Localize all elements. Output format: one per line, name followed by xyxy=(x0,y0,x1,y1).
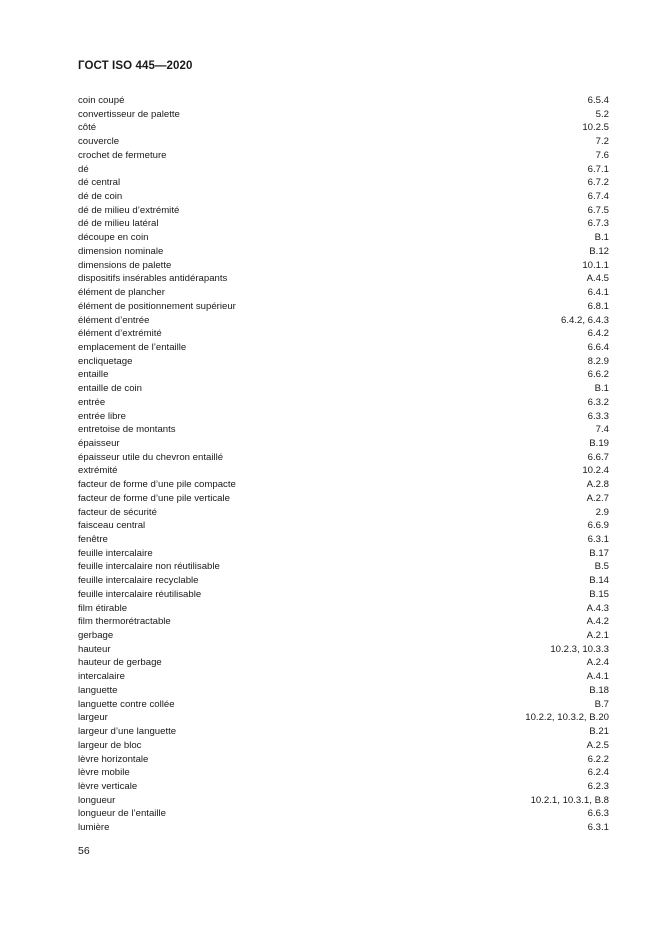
index-row xyxy=(78,615,609,629)
document-header: ГОСТ ISO 445—2020 xyxy=(78,60,193,72)
index-term: dé de coin xyxy=(78,191,123,203)
index-reference: 6.4.2, 6.4.3 xyxy=(560,314,609,326)
term-index xyxy=(78,94,609,835)
index-term: largeur de bloc xyxy=(78,739,142,751)
page-number: 56 xyxy=(78,845,90,857)
index-row xyxy=(78,560,609,574)
index-term: feuille intercalaire recyclable xyxy=(78,575,199,587)
index-term: faisceau central xyxy=(78,520,146,532)
index-term: lumière xyxy=(78,822,110,834)
index-row xyxy=(78,602,609,616)
index-reference: B.15 xyxy=(589,588,609,600)
index-row xyxy=(78,149,609,163)
index-reference: B.1 xyxy=(594,232,609,244)
index-row xyxy=(78,108,609,122)
index-term: extrémité xyxy=(78,465,118,477)
index-term: film thermorétractable xyxy=(78,616,171,628)
index-reference: 6.7.2 xyxy=(587,177,609,189)
index-term: découpe en coin xyxy=(78,232,149,244)
index-row xyxy=(78,314,609,328)
index-reference: 7.4 xyxy=(595,424,609,436)
index-reference: B.14 xyxy=(589,575,609,587)
index-term: crochet de fermeture xyxy=(78,149,167,161)
index-term: longueur de l’entaille xyxy=(78,808,167,820)
index-row xyxy=(78,204,609,218)
index-row xyxy=(78,547,609,561)
index-reference: B.12 xyxy=(589,245,609,257)
index-row xyxy=(78,478,609,492)
index-term: élément de plancher xyxy=(78,287,165,299)
index-reference: A.2.8 xyxy=(586,479,609,491)
index-row xyxy=(78,286,609,300)
index-reference: 6.6.4 xyxy=(587,341,609,353)
index-row xyxy=(78,753,609,767)
index-reference: 6.3.2 xyxy=(587,396,609,408)
index-term: lèvre horizontale xyxy=(78,753,149,765)
index-reference: 6.6.7 xyxy=(587,451,609,463)
index-term: film étirable xyxy=(78,602,128,614)
index-reference: A.4.5 xyxy=(586,273,609,285)
index-row xyxy=(78,341,609,355)
index-row xyxy=(78,451,609,465)
index-row xyxy=(78,300,609,314)
index-reference: 6.6.3 xyxy=(587,808,609,820)
index-term: épaisseur utile du chevron entaillé xyxy=(78,451,224,463)
index-row xyxy=(78,327,609,341)
index-row xyxy=(78,163,609,177)
index-row xyxy=(78,643,609,657)
index-row xyxy=(78,711,609,725)
index-reference: A.2.7 xyxy=(586,492,609,504)
index-reference: 10.2.3, 10.3.3 xyxy=(550,643,609,655)
index-term: hauteur xyxy=(78,643,111,655)
index-reference: 6.3.3 xyxy=(587,410,609,422)
index-term: dé de milieu d’extrémité xyxy=(78,204,180,216)
index-row xyxy=(78,533,609,547)
index-term: facteur de forme d’une pile compacte xyxy=(78,479,236,491)
index-row xyxy=(78,725,609,739)
index-term: feuille intercalaire xyxy=(78,547,153,559)
index-term: entrée xyxy=(78,396,106,408)
index-reference: A.4.3 xyxy=(586,602,609,614)
index-term: dimensions de palette xyxy=(78,259,172,271)
index-reference: 10.2.2, 10.3.2, B.20 xyxy=(525,712,609,724)
index-row xyxy=(78,121,609,135)
index-reference: B.1 xyxy=(594,383,609,395)
index-row xyxy=(78,684,609,698)
index-row xyxy=(78,368,609,382)
index-row xyxy=(78,272,609,286)
index-term: convertisseur de palette xyxy=(78,108,180,120)
index-reference: 6.7.3 xyxy=(587,218,609,230)
index-reference: 7.2 xyxy=(595,136,609,148)
index-reference: 6.3.1 xyxy=(587,534,609,545)
index-reference: B.7 xyxy=(594,698,609,710)
index-reference: 6.7.4 xyxy=(587,191,609,203)
index-reference: 6.5.4 xyxy=(587,95,609,106)
index-row xyxy=(78,766,609,780)
index-row xyxy=(78,135,609,149)
index-row xyxy=(78,190,609,204)
index-row xyxy=(78,176,609,190)
index-reference: B.19 xyxy=(589,437,609,449)
index-term: languette xyxy=(78,684,118,696)
index-term: lèvre verticale xyxy=(78,780,138,792)
index-row xyxy=(78,464,609,478)
index-row xyxy=(78,588,609,602)
index-row xyxy=(78,574,609,588)
index-reference: B.18 xyxy=(589,684,609,696)
index-term: couvercle xyxy=(78,136,120,148)
index-reference: 5.2 xyxy=(595,108,609,120)
index-term: épaisseur xyxy=(78,437,120,449)
index-term: côté xyxy=(78,122,97,134)
index-row xyxy=(78,794,609,808)
index-row xyxy=(78,259,609,273)
index-row xyxy=(78,245,609,259)
index-reference: 10.2.1, 10.3.1, B.8 xyxy=(530,794,609,806)
index-row xyxy=(78,382,609,396)
index-row xyxy=(78,698,609,712)
index-term: encliquetage xyxy=(78,355,133,367)
index-row xyxy=(78,492,609,506)
index-reference: 2.9 xyxy=(595,506,609,518)
index-row xyxy=(78,437,609,451)
index-term: entretoise de montants xyxy=(78,424,176,436)
index-reference: B.21 xyxy=(589,726,609,738)
index-term: largeur d’une languette xyxy=(78,726,177,738)
index-row xyxy=(78,355,609,369)
index-row xyxy=(78,807,609,821)
index-term: intercalaire xyxy=(78,671,125,683)
index-term: hauteur de gerbage xyxy=(78,657,162,669)
index-term: largeur xyxy=(78,712,108,724)
index-reference: 6.4.1 xyxy=(587,287,609,299)
index-reference: 6.2.4 xyxy=(587,767,609,779)
index-row xyxy=(78,780,609,794)
index-reference: 10.2.5 xyxy=(582,122,609,134)
index-term: dé xyxy=(78,163,89,175)
index-reference: 6.6.9 xyxy=(587,520,609,532)
index-reference: 7.6 xyxy=(595,149,609,161)
index-reference: 10.1.1 xyxy=(582,259,609,271)
index-term: fenêtre xyxy=(78,534,108,545)
index-reference: 6.2.2 xyxy=(587,753,609,765)
index-term: élément d’entrée xyxy=(78,314,150,326)
index-reference: 10.2.4 xyxy=(582,465,609,477)
index-row xyxy=(78,396,609,410)
index-reference: 6.6.2 xyxy=(587,369,609,381)
index-row xyxy=(78,410,609,424)
index-reference: A.4.1 xyxy=(586,671,609,683)
index-reference: 6.7.5 xyxy=(587,204,609,216)
index-row xyxy=(78,629,609,643)
index-term: emplacement de l’entaille xyxy=(78,341,187,353)
index-row xyxy=(78,821,609,835)
index-term: dé central xyxy=(78,177,121,189)
index-row xyxy=(78,656,609,670)
index-reference: 6.4.2 xyxy=(587,328,609,340)
index-reference: B.17 xyxy=(589,547,609,559)
index-term: dimension nominale xyxy=(78,245,164,257)
index-term: facteur de forme d’une pile verticale xyxy=(78,492,230,504)
index-term: coin coupé xyxy=(78,95,125,106)
index-reference: A.4.2 xyxy=(586,616,609,628)
index-row xyxy=(78,519,609,533)
index-reference: 6.8.1 xyxy=(587,300,609,312)
index-term: feuille intercalaire réutilisable xyxy=(78,588,202,600)
index-reference: B.5 xyxy=(594,561,609,573)
index-term: élément d’extrémité xyxy=(78,328,162,340)
index-term: feuille intercalaire non réutilisable xyxy=(78,561,220,573)
index-reference: A.2.4 xyxy=(586,657,609,669)
index-reference: 6.7.1 xyxy=(587,163,609,175)
index-row xyxy=(78,739,609,753)
index-term: gerbage xyxy=(78,630,114,642)
index-term: entaille xyxy=(78,369,109,381)
index-row xyxy=(78,231,609,245)
index-term: languette contre collée xyxy=(78,698,175,710)
index-reference: 6.3.1 xyxy=(587,822,609,834)
index-term: longueur xyxy=(78,794,116,806)
index-term: lèvre mobile xyxy=(78,767,130,779)
index-term: dispositifs insérables antidérapants xyxy=(78,273,228,285)
index-term: dé de milieu latéral xyxy=(78,218,159,230)
index-row xyxy=(78,423,609,437)
index-row xyxy=(78,94,609,108)
index-term: facteur de sécurité xyxy=(78,506,157,518)
index-reference: 8.2.9 xyxy=(587,355,609,367)
index-term: entaille de coin xyxy=(78,383,143,395)
index-term: entrée libre xyxy=(78,410,126,422)
index-term: élément de positionnement supérieur xyxy=(78,300,236,312)
index-reference: A.2.1 xyxy=(586,630,609,642)
index-row xyxy=(78,217,609,231)
index-reference: 6.2.3 xyxy=(587,780,609,792)
index-row xyxy=(78,506,609,520)
index-row xyxy=(78,670,609,684)
index-reference: A.2.5 xyxy=(586,739,609,751)
